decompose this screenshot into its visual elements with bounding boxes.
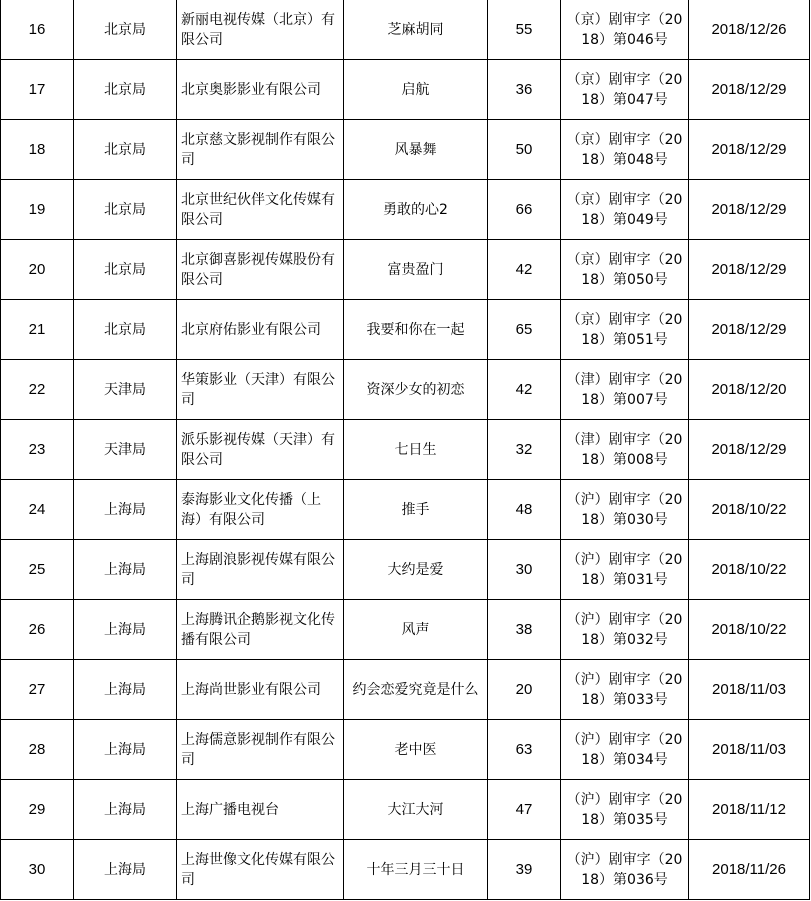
title-cell: 风暴舞 — [344, 120, 488, 180]
bureau-cell: 上海局 — [74, 780, 177, 840]
episodes-cell: 47 — [488, 780, 561, 840]
episodes-cell: 55 — [488, 0, 561, 60]
date-cell: 2018/12/29 — [689, 240, 810, 300]
episodes-cell: 36 — [488, 60, 561, 120]
row-number: 24 — [1, 480, 74, 540]
episodes-cell: 39 — [488, 840, 561, 900]
date-cell: 2018/12/29 — [689, 180, 810, 240]
title-cell: 启航 — [344, 60, 488, 120]
row-number: 25 — [1, 540, 74, 600]
bureau-cell: 上海局 — [74, 480, 177, 540]
episodes-cell: 42 — [488, 240, 561, 300]
date-cell: 2018/10/22 — [689, 480, 810, 540]
bureau-cell: 上海局 — [74, 660, 177, 720]
table-row — [1, 360, 810, 420]
certificate-cell: （沪）剧审字（2018）第036号 — [561, 840, 689, 900]
bureau-cell: 天津局 — [74, 420, 177, 480]
company-cell: 北京御喜影视传媒股份有限公司 — [177, 240, 344, 300]
date-cell: 2018/12/29 — [689, 420, 810, 480]
certificate-cell: （京）剧审字（2018）第046号 — [561, 0, 689, 60]
title-cell: 约会恋爱究竟是什么 — [344, 660, 488, 720]
table-row — [1, 180, 810, 240]
table-row — [1, 780, 810, 840]
date-cell: 2018/10/22 — [689, 600, 810, 660]
title-cell: 芝麻胡同 — [344, 0, 488, 60]
episodes-cell: 63 — [488, 720, 561, 780]
bureau-cell: 北京局 — [74, 0, 177, 60]
bureau-cell: 北京局 — [74, 180, 177, 240]
table-row — [1, 540, 810, 600]
title-cell: 老中医 — [344, 720, 488, 780]
row-number: 18 — [1, 120, 74, 180]
episodes-cell: 66 — [488, 180, 561, 240]
row-number: 27 — [1, 660, 74, 720]
bureau-cell: 天津局 — [74, 360, 177, 420]
company-cell: 华策影业（天津）有限公司 — [177, 360, 344, 420]
row-number: 30 — [1, 840, 74, 900]
table-row — [1, 240, 810, 300]
certificate-cell: （沪）剧审字（2018）第032号 — [561, 600, 689, 660]
table-row — [1, 600, 810, 660]
title-cell: 资深少女的初恋 — [344, 360, 488, 420]
company-cell: 上海尚世影业有限公司 — [177, 660, 344, 720]
title-cell: 我要和你在一起 — [344, 300, 488, 360]
episodes-cell: 20 — [488, 660, 561, 720]
title-cell: 十年三月三十日 — [344, 840, 488, 900]
certificate-cell: （沪）剧审字（2018）第034号 — [561, 720, 689, 780]
date-cell: 2018/12/20 — [689, 360, 810, 420]
date-cell: 2018/10/22 — [689, 540, 810, 600]
certificate-cell: （京）剧审字（2018）第050号 — [561, 240, 689, 300]
bureau-cell: 北京局 — [74, 300, 177, 360]
row-number: 19 — [1, 180, 74, 240]
episodes-cell: 30 — [488, 540, 561, 600]
row-number: 26 — [1, 600, 74, 660]
date-cell: 2018/12/29 — [689, 300, 810, 360]
row-number: 20 — [1, 240, 74, 300]
date-cell: 2018/12/29 — [689, 120, 810, 180]
table-row — [1, 60, 810, 120]
episodes-cell: 50 — [488, 120, 561, 180]
title-cell: 风声 — [344, 600, 488, 660]
row-number: 16 — [1, 0, 74, 60]
certificate-cell: （沪）剧审字（2018）第030号 — [561, 480, 689, 540]
date-cell: 2018/11/03 — [689, 660, 810, 720]
company-cell: 北京府佑影业有限公司 — [177, 300, 344, 360]
company-cell: 上海儒意影视制作有限公司 — [177, 720, 344, 780]
episodes-cell: 32 — [488, 420, 561, 480]
table-row — [1, 300, 810, 360]
table-row — [1, 660, 810, 720]
row-number: 21 — [1, 300, 74, 360]
company-cell: 北京慈文影视制作有限公司 — [177, 120, 344, 180]
company-cell: 上海广播电视台 — [177, 780, 344, 840]
table-row — [1, 120, 810, 180]
bureau-cell: 上海局 — [74, 600, 177, 660]
title-cell: 大江大河 — [344, 780, 488, 840]
table-row — [1, 0, 810, 60]
certificate-cell: （沪）剧审字（2018）第033号 — [561, 660, 689, 720]
title-cell: 大约是爱 — [344, 540, 488, 600]
company-cell: 泰海影业文化传播（上海）有限公司 — [177, 480, 344, 540]
title-cell: 富贵盈门 — [344, 240, 488, 300]
date-cell: 2018/12/26 — [689, 0, 810, 60]
bureau-cell: 北京局 — [74, 240, 177, 300]
company-cell: 上海腾讯企鹅影视文化传播有限公司 — [177, 600, 344, 660]
title-cell: 勇敢的心2 — [344, 180, 488, 240]
bureau-cell: 北京局 — [74, 120, 177, 180]
certificate-cell: （京）剧审字（2018）第048号 — [561, 120, 689, 180]
title-cell: 七日生 — [344, 420, 488, 480]
bureau-cell: 上海局 — [74, 720, 177, 780]
episodes-cell: 48 — [488, 480, 561, 540]
company-cell: 新丽电视传媒（北京）有限公司 — [177, 0, 344, 60]
table-row — [1, 720, 810, 780]
table-row — [1, 420, 810, 480]
episodes-cell: 38 — [488, 600, 561, 660]
table-row — [1, 840, 810, 900]
company-cell: 上海剧浪影视传媒有限公司 — [177, 540, 344, 600]
row-number: 22 — [1, 360, 74, 420]
date-cell: 2018/11/03 — [689, 720, 810, 780]
row-number: 28 — [1, 720, 74, 780]
certificate-cell: （沪）剧审字（2018）第035号 — [561, 780, 689, 840]
certificate-cell: （京）剧审字（2018）第051号 — [561, 300, 689, 360]
company-cell: 派乐影视传媒（天津）有限公司 — [177, 420, 344, 480]
row-number: 23 — [1, 420, 74, 480]
title-cell: 推手 — [344, 480, 488, 540]
episodes-cell: 65 — [488, 300, 561, 360]
bureau-cell: 上海局 — [74, 540, 177, 600]
certificate-cell: （沪）剧审字（2018）第031号 — [561, 540, 689, 600]
table-body — [1, 0, 810, 900]
company-cell: 北京奥影影业有限公司 — [177, 60, 344, 120]
certificate-cell: （京）剧审字（2018）第049号 — [561, 180, 689, 240]
certificate-cell: （京）剧审字（2018）第047号 — [561, 60, 689, 120]
certificate-cell: （津）剧审字（2018）第008号 — [561, 420, 689, 480]
table-row — [1, 480, 810, 540]
company-cell: 北京世纪伙伴文化传媒有限公司 — [177, 180, 344, 240]
bureau-cell: 北京局 — [74, 60, 177, 120]
date-cell: 2018/12/29 — [689, 60, 810, 120]
company-cell: 上海世像文化传媒有限公司 — [177, 840, 344, 900]
date-cell: 2018/11/12 — [689, 780, 810, 840]
certificate-cell: （津）剧审字（2018）第007号 — [561, 360, 689, 420]
row-number: 29 — [1, 780, 74, 840]
bureau-cell: 上海局 — [74, 840, 177, 900]
episodes-cell: 42 — [488, 360, 561, 420]
date-cell: 2018/11/26 — [689, 840, 810, 900]
row-number: 17 — [1, 60, 74, 120]
